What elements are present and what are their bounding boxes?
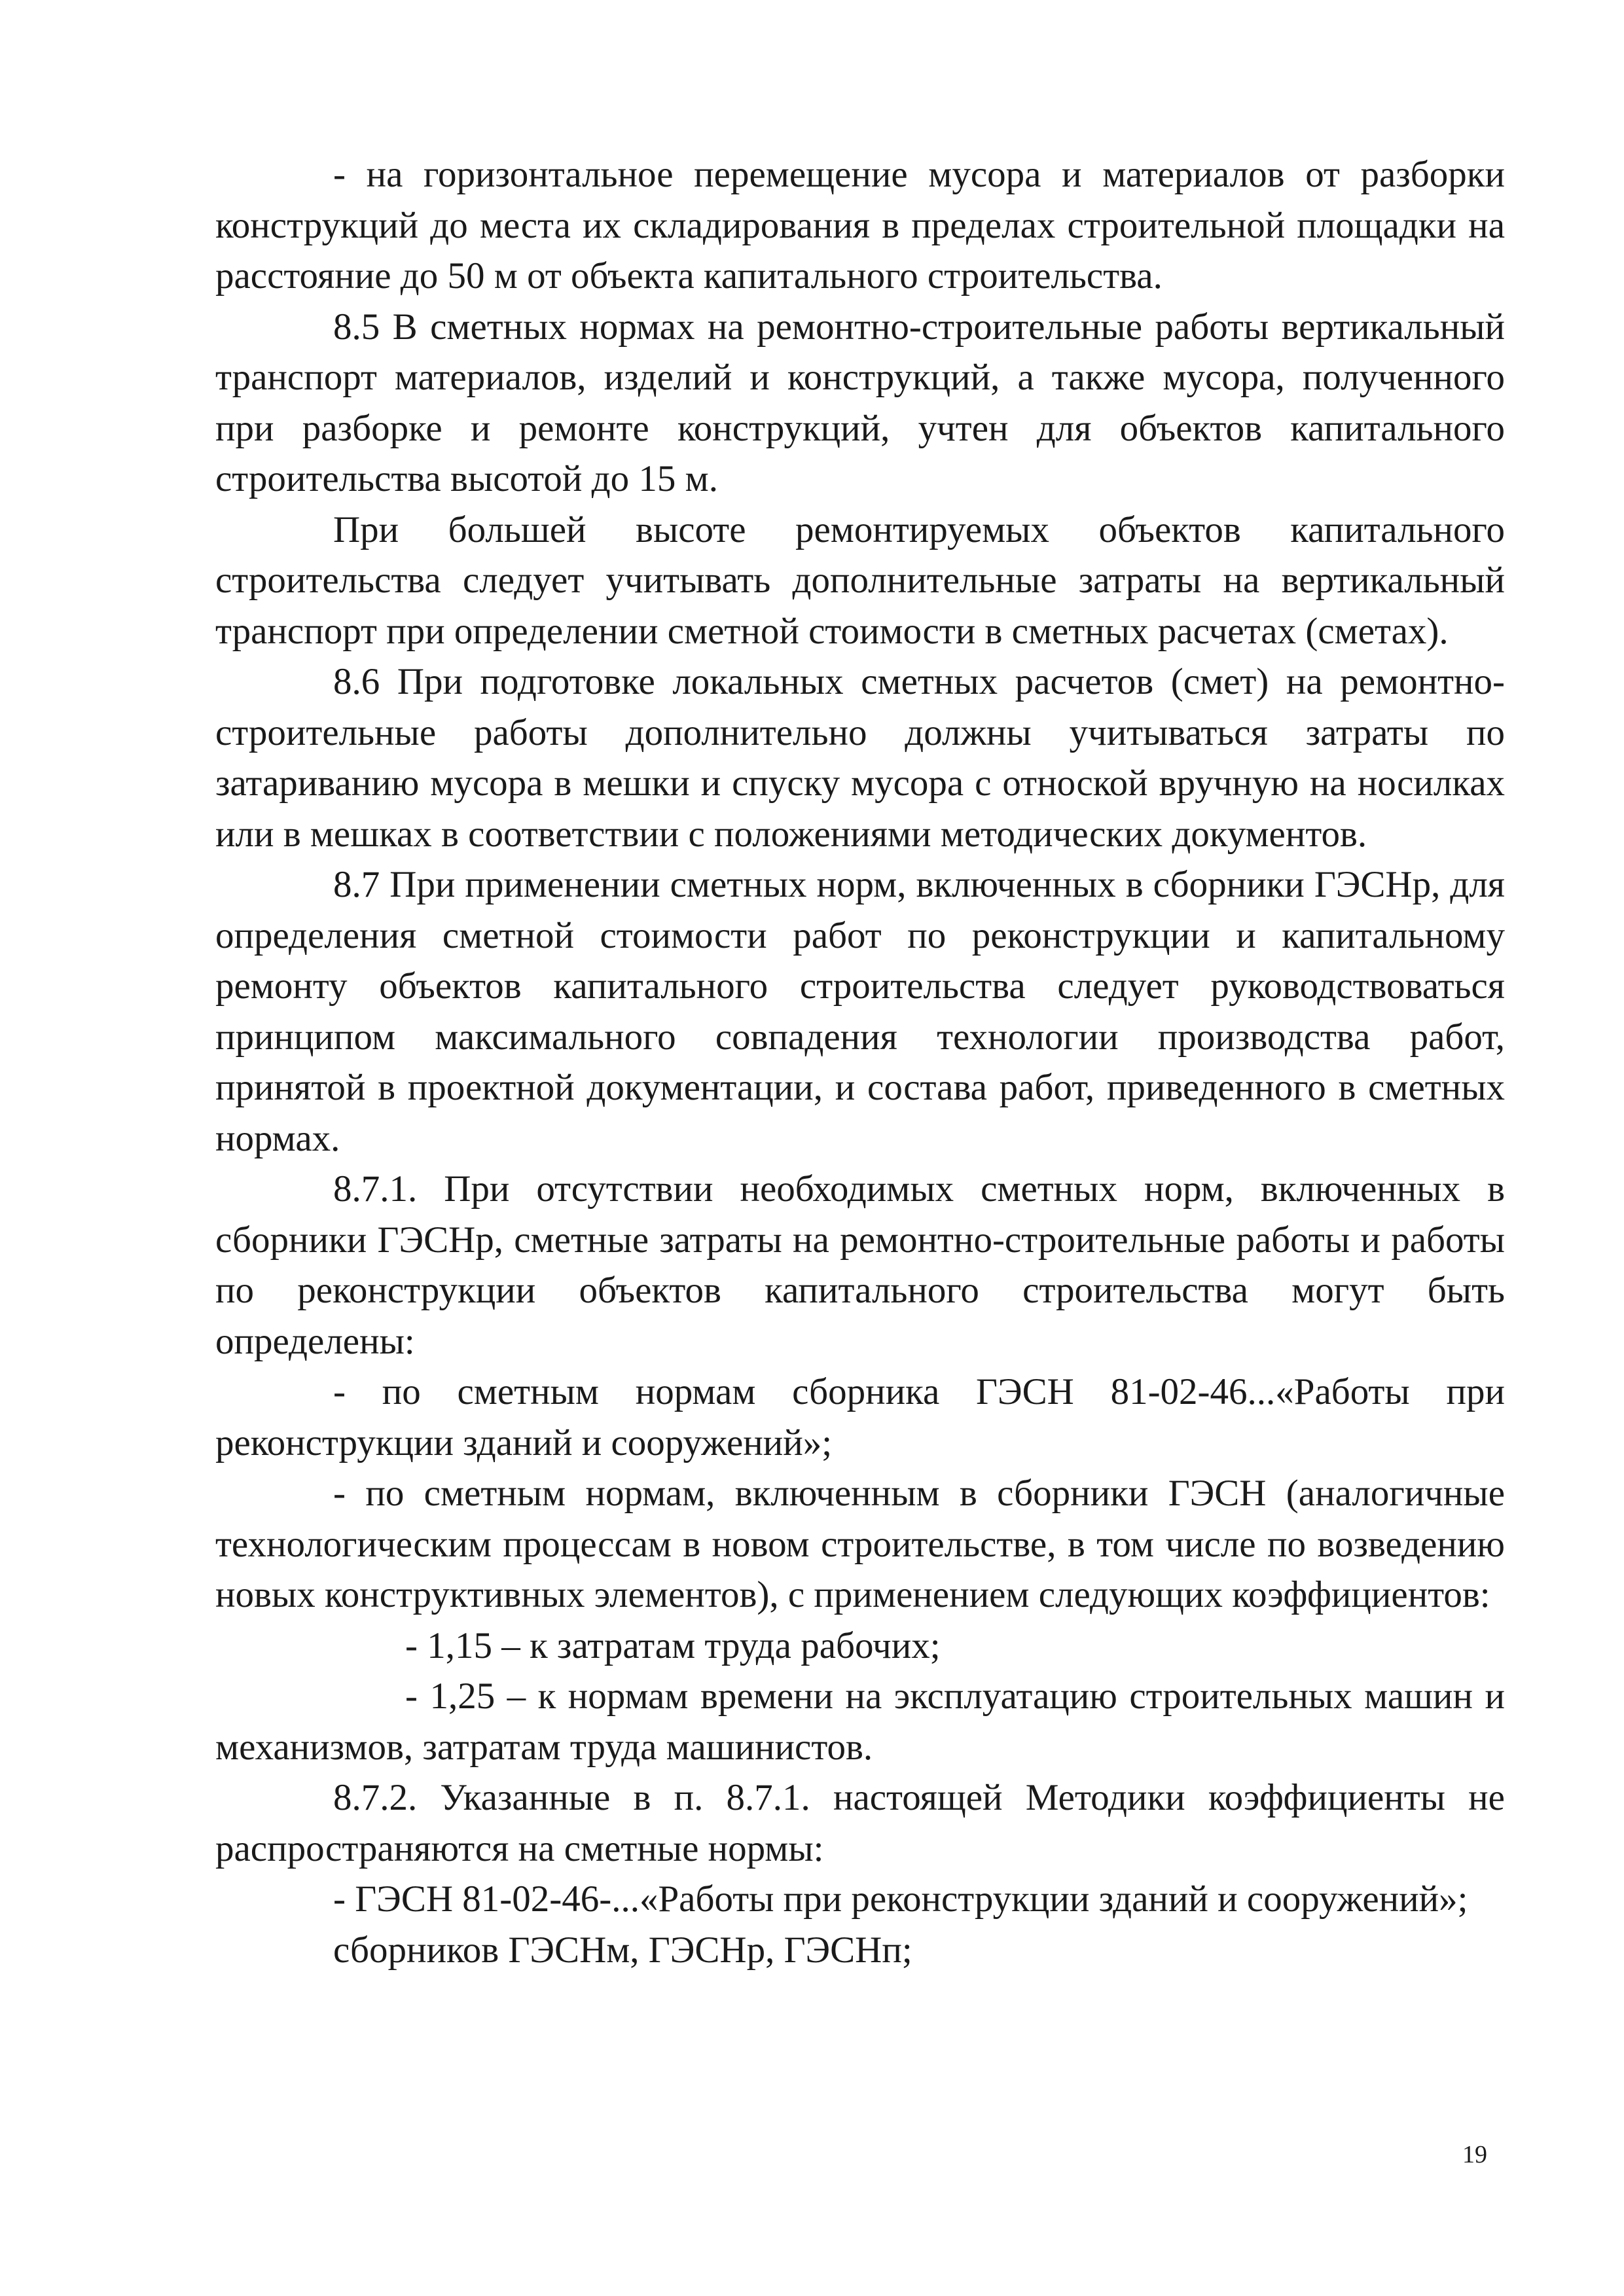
list-item-gesn-coefficients: - по сметным нормам, включенным в сборники ГЭСН (аналогичные технологическим процессам в новом строительстве, в том числе по возведению новых конструктивных элементов), с применением следующих коэффициентов: [215,1473,1505,1615]
coefficient-labor: - 1,15 – к затратам труда рабочих; [405,1624,941,1666]
coefficient-machines: - 1,25 – к нормам времени на эксплуатацию строительных машин и механизмов, затратам труда машинистов. [215,1676,1505,1768]
paragraph-8-5: 8.5 В сметных нормах на ремонтно-строительные работы вертикальный транспорт материалов, изделий и конструкций, а также мусора, полученного при разборке и ремонте конструкций, учтен для объектов капитального строительства высотой до 15 м. [215,306,1505,499]
paragraph-8-7-2: 8.7.2. Указанные в п. 8.7.1. настоящей Методики коэффициенты не распространяются на сметные нормы: [215,1777,1505,1869]
paragraph-8-7-1: 8.7.1. При отсутствии необходимых сметных норм, включенных в сборники ГЭСНр, сметные затраты на ремонтно-строительные работы и работы по реконструкции объектов капитального строительства могут быть определены: [215,1168,1505,1362]
list-item-gesn-46-exclusion: - ГЭСН 81-02-46-...«Работы при реконструкции зданий и сооружений»; [333,1878,1468,1920]
paragraph-8-7: 8.7 При применении сметных норм, включенных в сборники ГЭСНр, для определения сметной стоимости работ по реконструкции и капитальному ремонту объектов капитального строительства следует руководствоваться принципом максимального совпадения технологии производства работ, принятой в проектной документации, и состава работ, приведенного в сметных нормах. [215,864,1505,1159]
paragraph-greater-height: При большей высоте ремонтируемых объектов капитального строительства следует учитывать дополнительные затраты на вертикальный транспорт при определении сметной стоимости в сметных расчетах (сметах). [215,509,1505,652]
page-number: 19 [1462,2141,1487,2168]
body-text [215,149,1505,1975]
list-item-gesn-46: - по сметным нормам сборника ГЭСН 81-02-46...«Работы при реконструкции зданий и сооружений»; [215,1371,1505,1463]
paragraph-8-6: 8.6 При подготовке локальных сметных расчетов (смет) на ремонтно-строительные работы дополнительно должны учитываться затраты по затариванию мусора в мешки и спуску мусора с отноской вручную на носилках или в мешках в соответствии с положениями методических документов. [215,661,1505,855]
paragraph-horizontal-transport: - на горизонтальное перемещение мусора и материалов от разборки конструкций до места их складирования в пределах строительной площадки на расстояние до 50 м от объекта капитального строительства. [215,154,1505,296]
list-item-collections: сборников ГЭСНм, ГЭСНр, ГЭСНп; [333,1929,912,1971]
